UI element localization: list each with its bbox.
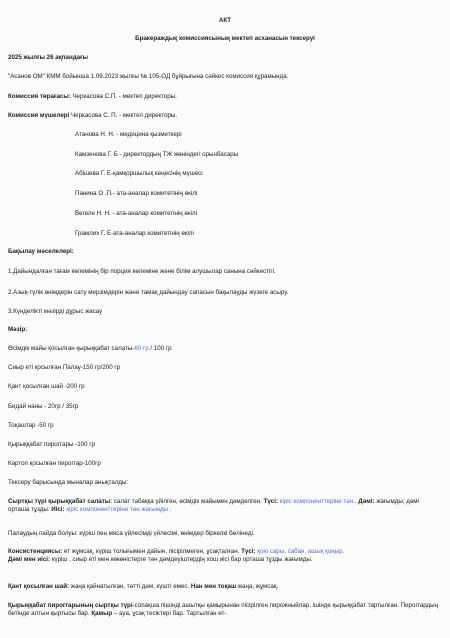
question-item: 2.Азық-түлік өнімдерін сату мерзімдерін және тамақ дайындау сапасын бақылауды жүзеге асыру. [8,289,289,296]
consistency-paragraph [8,548,440,564]
member-item: Камзенова Г. Б - директордың ТЖ жөніндегі орынбасары [75,151,239,158]
smell-label: Иісі: [51,505,65,513]
members-value: Черкасова С. П. - мектеп директоры. [69,112,178,119]
question-item: 1.Дайындалған тағам көлемінің бір порция көлеміне және білім алушылар санына сәйкестігі. [8,268,276,275]
chair-line [8,93,177,101]
menu-item-text-end: / 100 гр [148,345,172,352]
question-item: 3.Күнделікті мәзірді дұрыс жасау [8,308,103,315]
salad-text: салат табаққа үйілген, өсімдік майымен дәмделген. [112,498,264,505]
doc-subtitle: Бракераждық комиссиясының мектеп асханасын тексеруі [135,35,315,42]
tea-text: жаңа қайнатылған, тәтті дәм, күшті емес. [69,583,191,590]
pies-text: -сопақша пішінді ашытқы қамырынан пісірілген пирожныйлар, ішінде қырыққабат тартылған. Пироггардың бетінде алтын қыртысы бар. [8,602,439,617]
menu-item-highlight: 60 гр [134,345,149,352]
check-line: Тексеру барысында мыналар анықталды: [8,479,129,486]
doc-title: АКТ [218,17,232,24]
menu-item: Сиыр еті қосылған Палау-150 гр/200 гр [8,364,121,371]
dough-text: – ауа, ұсақ тесіктері бар. Тартылған ет- [112,609,227,617]
member-item: Панина О .П.- ата-аналар комитетінің өкілі [75,190,198,197]
member-item: Грамлих Г. Е-ата-аналар комитетінің өкілі [75,230,194,237]
taste-label: Дәмі: [358,498,375,505]
consistency-text: ет жұмсақ, күріш толығымен дайын, пісірілмеген, ұсақталған. [62,548,242,555]
consistency-label: Консистенциясы: [8,548,63,555]
color-label: Түсі: [241,548,256,555]
taste-smell-label: Дәмі мен иісі: [8,555,51,563]
menu-heading: Мәзір: [8,326,28,333]
pies-label: Қырыққабат пироггарының сыртқы түрі [8,602,133,609]
menu-item: Қырыққабат пироггары -100 гр [8,441,95,448]
smell-text: кіріс компоненттеріне тән жағымды . [64,505,172,513]
members-line [8,112,177,120]
pilaf-paragraph: Палаудың пайда болуы: күріш пен мяса үйлесімді үйлесімі, өнімдер біркелкі бөлінеді. [8,530,255,537]
chair-label: Комиссия төрағасы: [8,93,71,100]
menu-item-text: Өсімдік майы қосылған қырыққабат салаты- [8,345,135,352]
member-item: Абішева Г. Е-қамқоршылық кеңесінің мүшесі [75,170,203,177]
menu-item: Бидай наны - 20гр / 35гр [8,403,79,410]
questions-heading: Бақылау мәселелері: [8,248,74,255]
doc-date: 2025 жылғы 26 ақпандағы [8,54,88,61]
color-text: кіріс компоненттеріне тән.. [278,498,359,505]
menu-item: Картоп қосылған пироггар-100гр [8,460,101,467]
bread-label: Нан мен тоқаш [190,583,237,590]
tea-label: Қант қосылған шай: [8,583,70,590]
menu-item [8,345,172,353]
salad-label: Сыртқы түрі қырыққабат салаты: [8,498,113,505]
members-label: Комиссия мүшелері [8,112,70,119]
chair-value: Черкасова С.П. - мектеп директоры. [70,93,177,100]
pies-paragraph [8,602,440,618]
menu-item: Тоқаштар -50 гр [8,422,54,429]
bread-text: жаңа, жұмсақ. [236,583,279,590]
taste-smell-text: күріш , сиыр еті мен көкөністерге тән дәмдеуіштердің хош иісі бар орташа тұзды жағымды. [50,555,313,563]
menu-item: Қант қосылған шай -200 гр [8,383,85,390]
member-item: Атанова Н. Н. - медицина қызметкері [75,131,182,138]
taste-text: жағымды; дәмі орташа тұзды. [8,498,419,513]
salad-paragraph [8,498,440,514]
order-line: "Асанов ОМ" КММ бойынша 1.09.2023 жылғы № 105-ОД бұйрығына сәйкес комиссия құрамында: [8,73,289,80]
tea-paragraph [8,583,278,591]
color-label: Түсі: [263,498,279,505]
dough-label: Қамыр [91,609,113,617]
member-item: Вегеле Н. Н. - ата-аналар комитетінің өкілі [75,210,197,217]
color-text: қою сары, сабан, ашық қоңыр. [255,548,345,555]
